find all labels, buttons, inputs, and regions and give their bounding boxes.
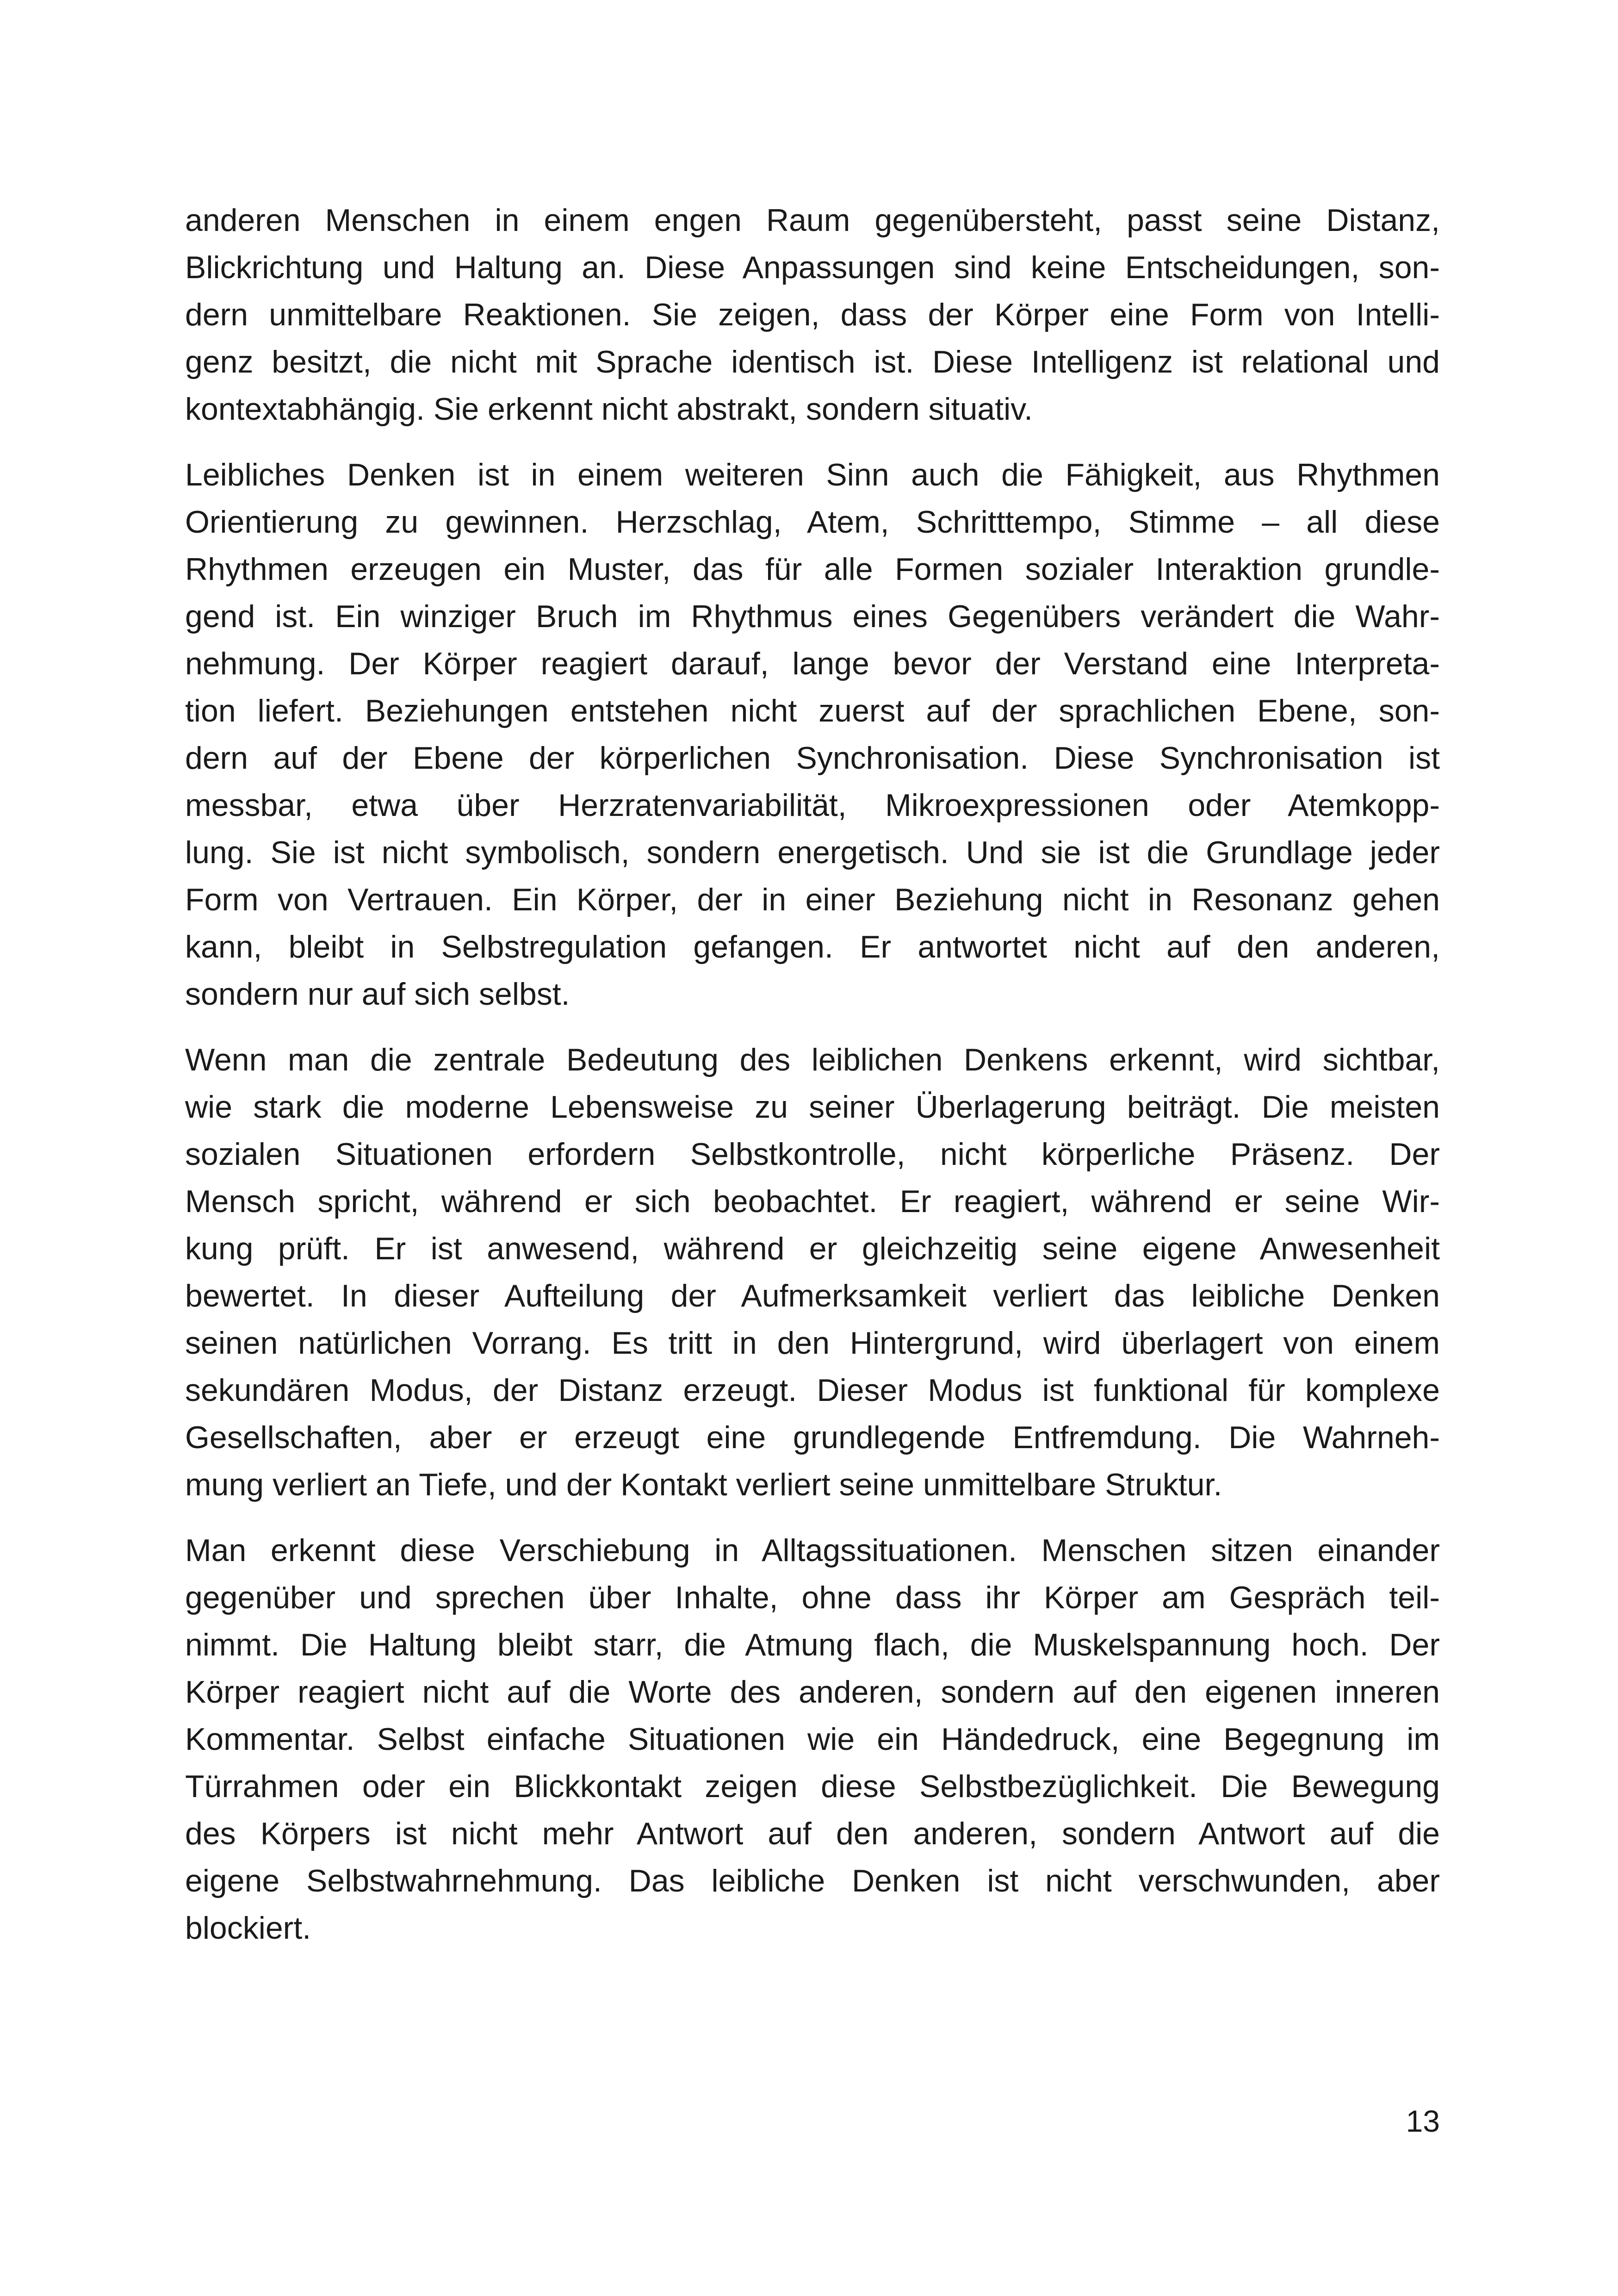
text-line: nimmt. Die Haltung bleibt starr, die Atmung flach, die Muskelspannung hoch. Der <box>185 1627 1440 1662</box>
text-line: kontextabhängig. Sie erkennt nicht abstrakt, sondern situativ. <box>185 392 1033 427</box>
text-line: kann, bleibt in Selbstregulation gefangen. Er antwortet nicht auf den anderen, <box>185 929 1440 964</box>
text-line: sekundären Modus, der Distanz erzeugt. Dieser Modus ist funktional für komplexe <box>185 1373 1440 1408</box>
text-line: messbar, etwa über Herzratenvariabilität, Mikroexpressionen oder Atemkopp- <box>185 788 1440 823</box>
body-text <box>185 197 1440 1970</box>
text-line: wie stark die moderne Lebensweise zu seiner Überlagerung beiträgt. Die meisten <box>185 1089 1440 1125</box>
text-line: Körper reagiert nicht auf die Worte des anderen, sondern auf den eigenen inneren <box>185 1674 1440 1710</box>
text-line: Form von Vertrauen. Ein Körper, der in einer Beziehung nicht in Resonanz gehen <box>185 882 1440 917</box>
text-line: bewertet. In dieser Aufteilung der Aufmerksamkeit verliert das leibliche Denken <box>185 1278 1440 1313</box>
text-line: Blickrichtung und Haltung an. Diese Anpassungen sind keine Entscheidungen, son- <box>185 250 1440 285</box>
text-line: eigene Selbstwahrnehmung. Das leibliche Denken ist nicht verschwunden, aber <box>185 1863 1440 1898</box>
paragraph-1 <box>185 197 1440 433</box>
text-line: gegenüber und sprechen über Inhalte, ohne dass ihr Körper am Gespräch teil- <box>185 1580 1440 1615</box>
text-line: Mensch spricht, während er sich beobachtet. Er reagiert, während er seine Wir- <box>185 1184 1440 1219</box>
text-line: des Körpers ist nicht mehr Antwort auf den anderen, sondern Antwort auf die <box>185 1816 1440 1851</box>
paragraph-3 <box>185 1036 1440 1508</box>
text-line: tion liefert. Beziehungen entstehen nicht zuerst auf der sprachlichen Ebene, son- <box>185 693 1440 728</box>
paragraph-4 <box>185 1527 1440 1952</box>
text-line: Rhythmen erzeugen ein Muster, das für alle Formen sozialer Interaktion grundle- <box>185 552 1440 587</box>
text-line: dern auf der Ebene der körperlichen Synchronisation. Diese Synchronisation ist <box>185 740 1440 776</box>
text-line: blockiert. <box>185 1910 311 1946</box>
text-line: Leibliches Denken ist in einem weiteren Sinn auch die Fähigkeit, aus Rhythmen <box>185 457 1440 492</box>
text-line: Türrahmen oder ein Blickkontakt zeigen diese Selbstbezüglichkeit. Die Bewegung <box>185 1769 1440 1804</box>
text-line: lung. Sie ist nicht symbolisch, sondern energetisch. Und sie ist die Grundlage jeder <box>185 835 1440 870</box>
page-number: 13 <box>1406 2104 1440 2138</box>
text-line: seinen natürlichen Vorrang. Es tritt in den Hintergrund, wird überlagert von einem <box>185 1325 1440 1361</box>
text-line: Wenn man die zentrale Bedeutung des leiblichen Denkens erkennt, wird sichtbar, <box>185 1042 1440 1077</box>
text-line: nehmung. Der Körper reagiert darauf, lange bevor der Verstand eine Interpreta- <box>185 646 1440 681</box>
text-line: kung prüft. Er ist anwesend, während er gleichzeitig seine eigene Anwesenheit <box>185 1231 1440 1266</box>
text-line: Man erkennt diese Verschiebung in Alltagssituationen. Menschen sitzen einander <box>185 1533 1440 1568</box>
text-line: gend ist. Ein winziger Bruch im Rhythmus eines Gegenübers verändert die Wahr- <box>185 599 1440 634</box>
text-line: anderen Menschen in einem engen Raum gegenübersteht, passt seine Distanz, <box>185 203 1440 238</box>
text-line: mung verliert an Tiefe, und der Kontakt verliert seine unmittelbare Struktur. <box>185 1467 1222 1502</box>
text-line: Gesellschaften, aber er erzeugt eine grundlegende Entfremdung. Die Wahrneh- <box>185 1420 1440 1455</box>
text-line: dern unmittelbare Reaktionen. Sie zeigen, dass der Körper eine Form von Intelli- <box>185 297 1440 332</box>
text-line: Kommentar. Selbst einfache Situationen wie ein Händedruck, eine Begegnung im <box>185 1722 1440 1757</box>
text-line: genz besitzt, die nicht mit Sprache identisch ist. Diese Intelligenz ist relational und <box>185 344 1440 380</box>
text-line: Orientierung zu gewinnen. Herzschlag, Atem, Schritttempo, Stimme – all diese <box>185 504 1440 540</box>
text-line: sozialen Situationen erfordern Selbstkontrolle, nicht körperliche Präsenz. Der <box>185 1137 1440 1172</box>
paragraph-2 <box>185 451 1440 1018</box>
text-line: sondern nur auf sich selbst. <box>185 977 570 1012</box>
